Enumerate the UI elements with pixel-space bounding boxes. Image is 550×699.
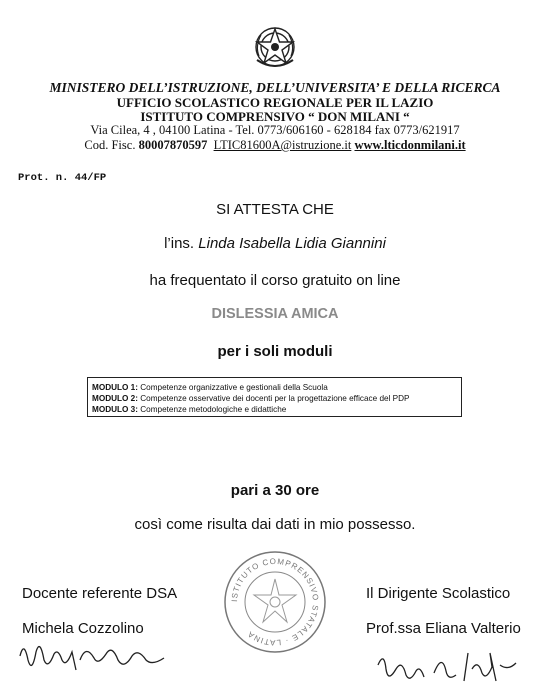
ministry-heading: MINISTERO DELL’ISTRUZIONE, DELL’UNIVERSITA’ E DELLA RICERCA xyxy=(49,80,501,95)
course-title: DISLESSIA AMICA xyxy=(211,306,339,322)
principal-title: Il Dirigente Scolastico xyxy=(366,585,511,602)
protocol-number: Prot. n. 44/FP xyxy=(18,172,107,184)
teacher-prefix: l’ins. xyxy=(164,235,199,252)
teacher-line xyxy=(0,235,550,252)
referent-title: Docente referente DSA xyxy=(22,585,178,602)
institute-contacts xyxy=(0,138,550,153)
official-stamp-icon xyxy=(222,549,328,655)
referent-signature-icon xyxy=(14,630,174,680)
fiscal-code: 80007870597 xyxy=(138,138,208,152)
italian-republic-emblem-icon xyxy=(249,20,301,72)
regional-office-heading: UFFICIO SCOLASTICO REGIONALE PER IL LAZIO xyxy=(116,95,434,110)
svg-text:ISTITUTO COMPRENSIVO STATALE · xyxy=(230,557,320,647)
fiscal-label: Cod. Fisc. xyxy=(84,138,136,152)
closing-line: così come risulta dai dati in mio possesso. xyxy=(134,516,416,533)
modules-box xyxy=(87,377,462,417)
module-item: MODULO 2: Competenze osservative dei docenti per la progettazione efficace del PDP xyxy=(92,394,410,403)
modules-intro: per i soli moduli xyxy=(217,343,333,360)
module-item: MODULO 1: Competenze organizzative e gestionali della Scuola xyxy=(92,383,328,392)
institute-address: Via Cilea, 4 , 04100 Latina - Tel. 0773/606160 - 628184 fax 0773/621917 xyxy=(90,123,460,137)
stamp-text: ISTITUTO COMPRENSIVO STATALE · LATINA xyxy=(229,556,321,648)
attended-line: ha frequentato il corso gratuito on line xyxy=(149,272,401,289)
email-link[interactable]: LTIC81600A@istruzione.it xyxy=(213,138,352,152)
attesta-heading: SI ATTESTA CHE xyxy=(216,201,334,218)
module-item: MODULO 3: Competenze metodologiche e didattiche xyxy=(92,405,287,414)
hours-line: pari a 30 ore xyxy=(230,482,320,499)
institute-heading: ISTITUTO COMPRENSIVO “ DON MILANI “ xyxy=(140,109,410,124)
referent-name: Michela Cozzolino xyxy=(22,620,144,637)
principal-name: Prof.ssa Eliana Valterio xyxy=(366,620,521,637)
website-link[interactable]: www.lticdonmilani.it xyxy=(354,138,466,152)
teacher-name: Linda Isabella Lidia Giannini xyxy=(198,235,386,252)
principal-signature-icon xyxy=(372,645,522,690)
